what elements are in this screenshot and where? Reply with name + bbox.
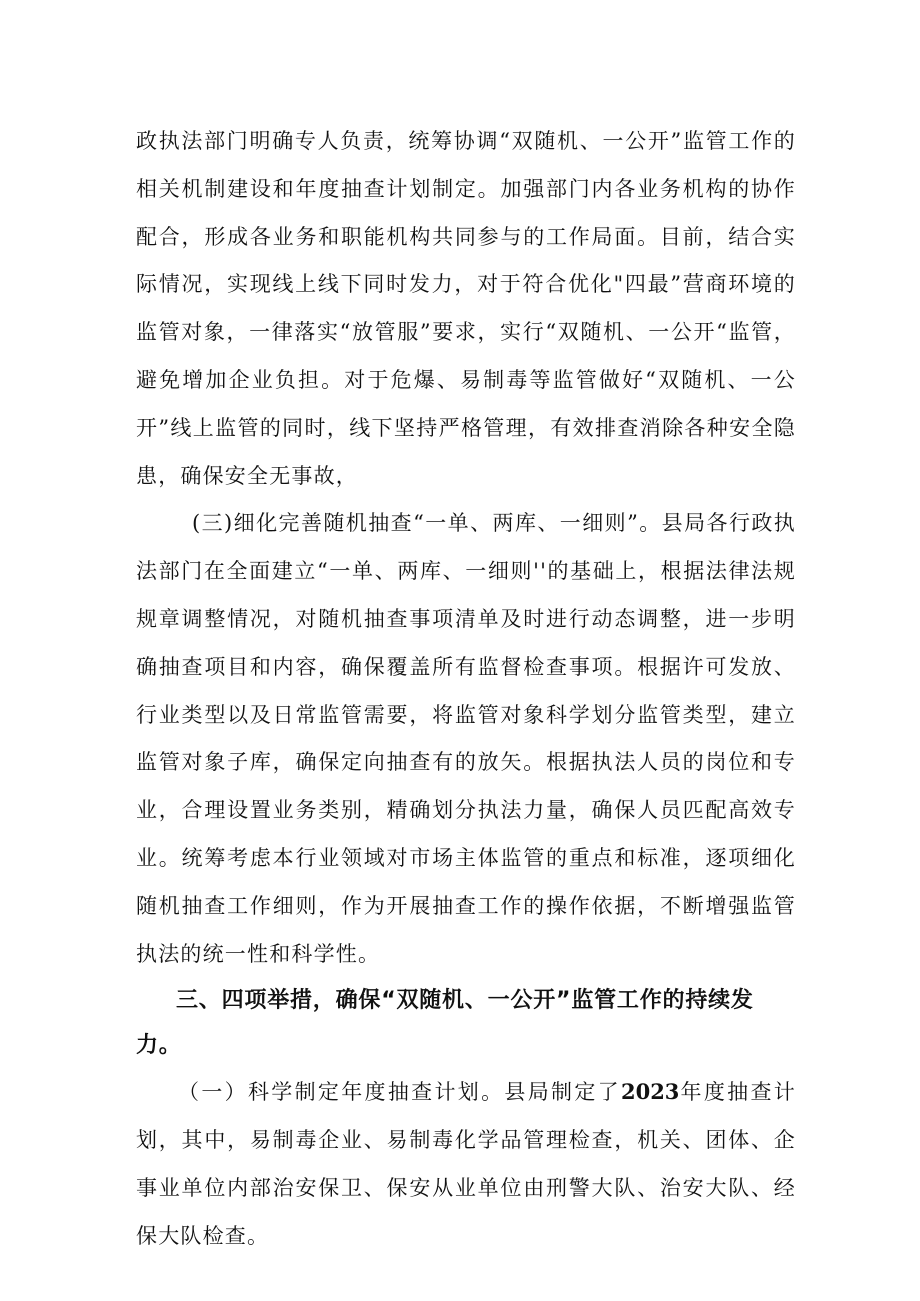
paragraph-three-refine-checklist: (三)细化完善随机抽查“一单、两库、一细则”。县局各行政执法部门在全面建立“一单、两库、一细则''的基础上，根据法律法规规章调整情况，对随机抽查事项清单及时进行动态调整，进一步明确抽查项目和内容，确保覆盖所有监督检查事项。根据许可发放、行业类型以及日常监管需要，将监管对象科学划分监管类型，建立监管对象子库，确保定向抽查有的放矢。根据执法人员的岗位和专业，合理设置业务类别，精确划分执法力量，确保人员匹配高效专业。统筹考虑本行业领域对市场主体监管的重点和标准，逐项细化随机抽查工作细则，作为开展抽查工作的操作依据，不断增强监管执法的统一性和科学性。 xyxy=(136,511,796,966)
plan-year: 2023 xyxy=(620,1079,680,1105)
paragraph-annual-plan xyxy=(136,1068,796,1260)
paragraph-body-1: 政执法部门明确专人负责，统筹协调“双随机、一公开”监管工作的相关机制建设和年度抽查计划制定。加强部门内各业务机构的协作配合，形成各业务和职能机构共同参与的工作局面。目前，结合实际情况，实现线上线下同时发力，对于符合优化"四最”营商环境的监管对象，一律落实“放管服”要求，实行“双随机、一公开“监管，避免增加企业负担。对于危爆、易制毒等监管做好“双随机、一公开”线上监管的同时，线下坚持严格管理，有效排查消除各种安全隐患，确保安全无事故， xyxy=(136,129,796,488)
document-page xyxy=(136,118,796,1261)
section-heading-three: 三、四项举措，确保“双随机、一公开”监管工作的持续发力。 xyxy=(136,988,754,1059)
paragraph-annual-plan-suffix: 年度抽查计划，其中，易制毒企业、易制毒化学品管理检查，机关、团体、企事业单位内部治安保卫、保安从业单位由刑警大队、治安大队、经保大队检查。 xyxy=(136,1080,796,1248)
paragraph-annual-plan-prefix: （一）科学制定年度抽查计划。县局制定了 xyxy=(178,1080,621,1105)
